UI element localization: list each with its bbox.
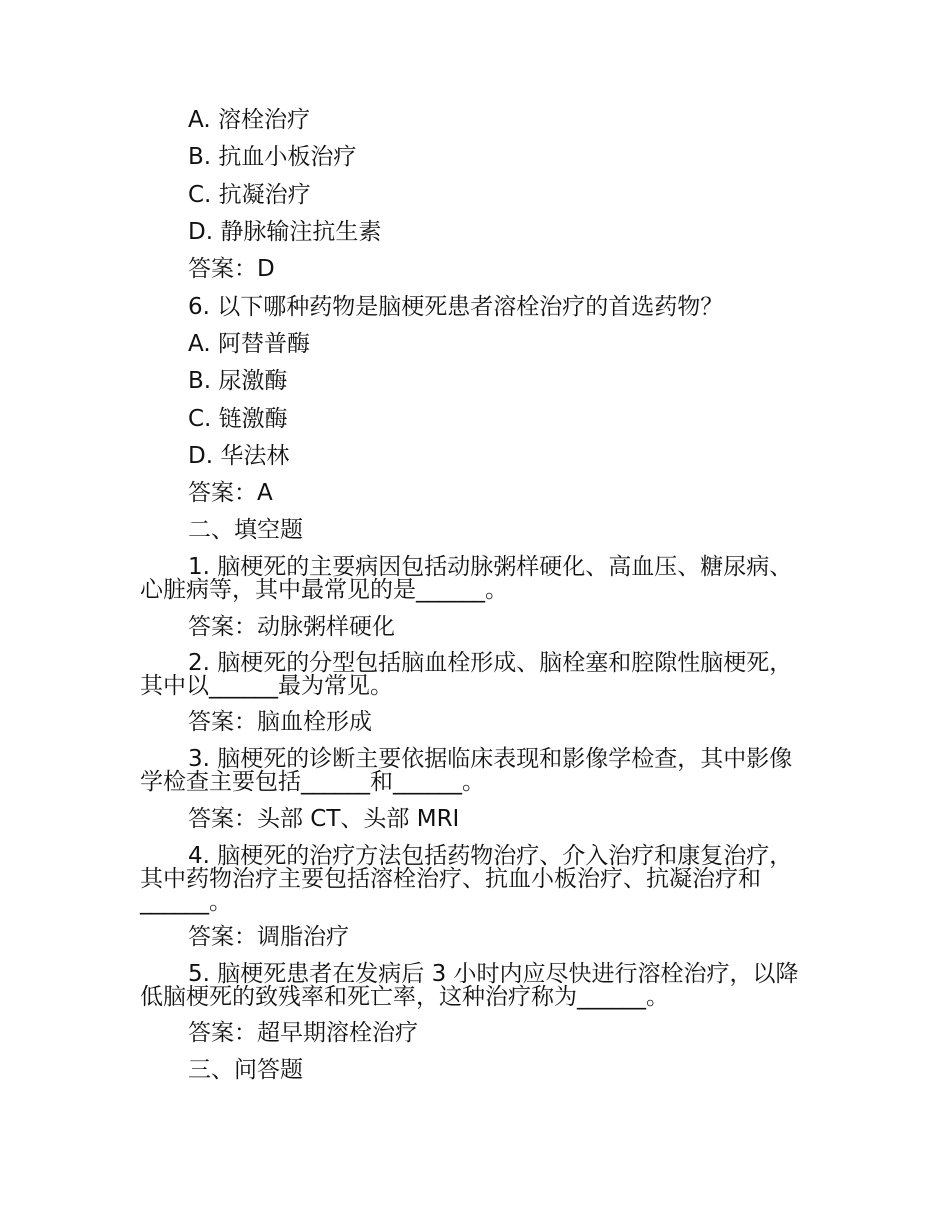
fill-blank-answer-4: 答案：调脂治疗: [188, 924, 349, 950]
fill-blank-answer-3: 答案：头部 CT、头部 MRI: [188, 806, 460, 832]
fill-blank-question-5: 5. 脑梗死患者在发病后 3 小时内应尽快进行溶栓治疗，以降低脑梗死的致残率和死亡率，这种治疗称为______。: [140, 961, 799, 1010]
answer-q6: 答案：A: [188, 480, 273, 506]
fill-blank-question-1: 1. 脑梗死的主要病因包括动脉粥样硬化、高血压、糖尿病、心脏病等，其中最常见的是______。: [140, 554, 793, 603]
q6-option-a: A. 阿替普酶: [188, 331, 310, 357]
option-b-antiplatelet: B. 抗血小板治疗: [188, 144, 357, 170]
option-a-thrombolysis: A. 溶栓治疗: [188, 107, 310, 133]
fill-blank-answer-5: 答案：超早期溶栓治疗: [188, 1020, 418, 1046]
q6-option-d: D. 华法林: [188, 443, 290, 469]
fill-blank-question-4: 4. 脑梗死的治疗方法包括药物治疗、介入治疗和康复治疗，其中药物治疗主要包括溶栓治疗、抗血小板治疗、抗凝治疗和______。: [140, 843, 793, 915]
fill-blank-answer-2: 答案：脑血栓形成: [188, 709, 372, 735]
fill-blank-question-2: 2. 脑梗死的分型包括脑血栓形成、脑栓塞和腔隙性脑梗死，其中以______最为常见。: [140, 650, 793, 699]
q6-option-b: B. 尿激酶: [188, 368, 288, 394]
q6-option-c: C. 链激酶: [188, 406, 288, 432]
option-c-anticoagulation: C. 抗凝治疗: [188, 182, 311, 208]
fill-blank-answer-1: 答案：动脉粥样硬化: [188, 614, 395, 640]
section-qa-heading: 三、问答题: [188, 1057, 303, 1083]
fill-blank-question-3: 3. 脑梗死的诊断主要依据临床表现和影像学检查，其中影像学检查主要包括______和______。: [140, 746, 793, 795]
section-fill-in-blank-heading: 二、填空题: [188, 517, 303, 543]
answer-q5: 答案：D: [188, 256, 275, 282]
question-6: 6. 以下哪种药物是脑梗死患者溶栓治疗的首选药物？: [188, 294, 724, 320]
option-d-antibiotics: D. 静脉输注抗生素: [188, 219, 382, 245]
